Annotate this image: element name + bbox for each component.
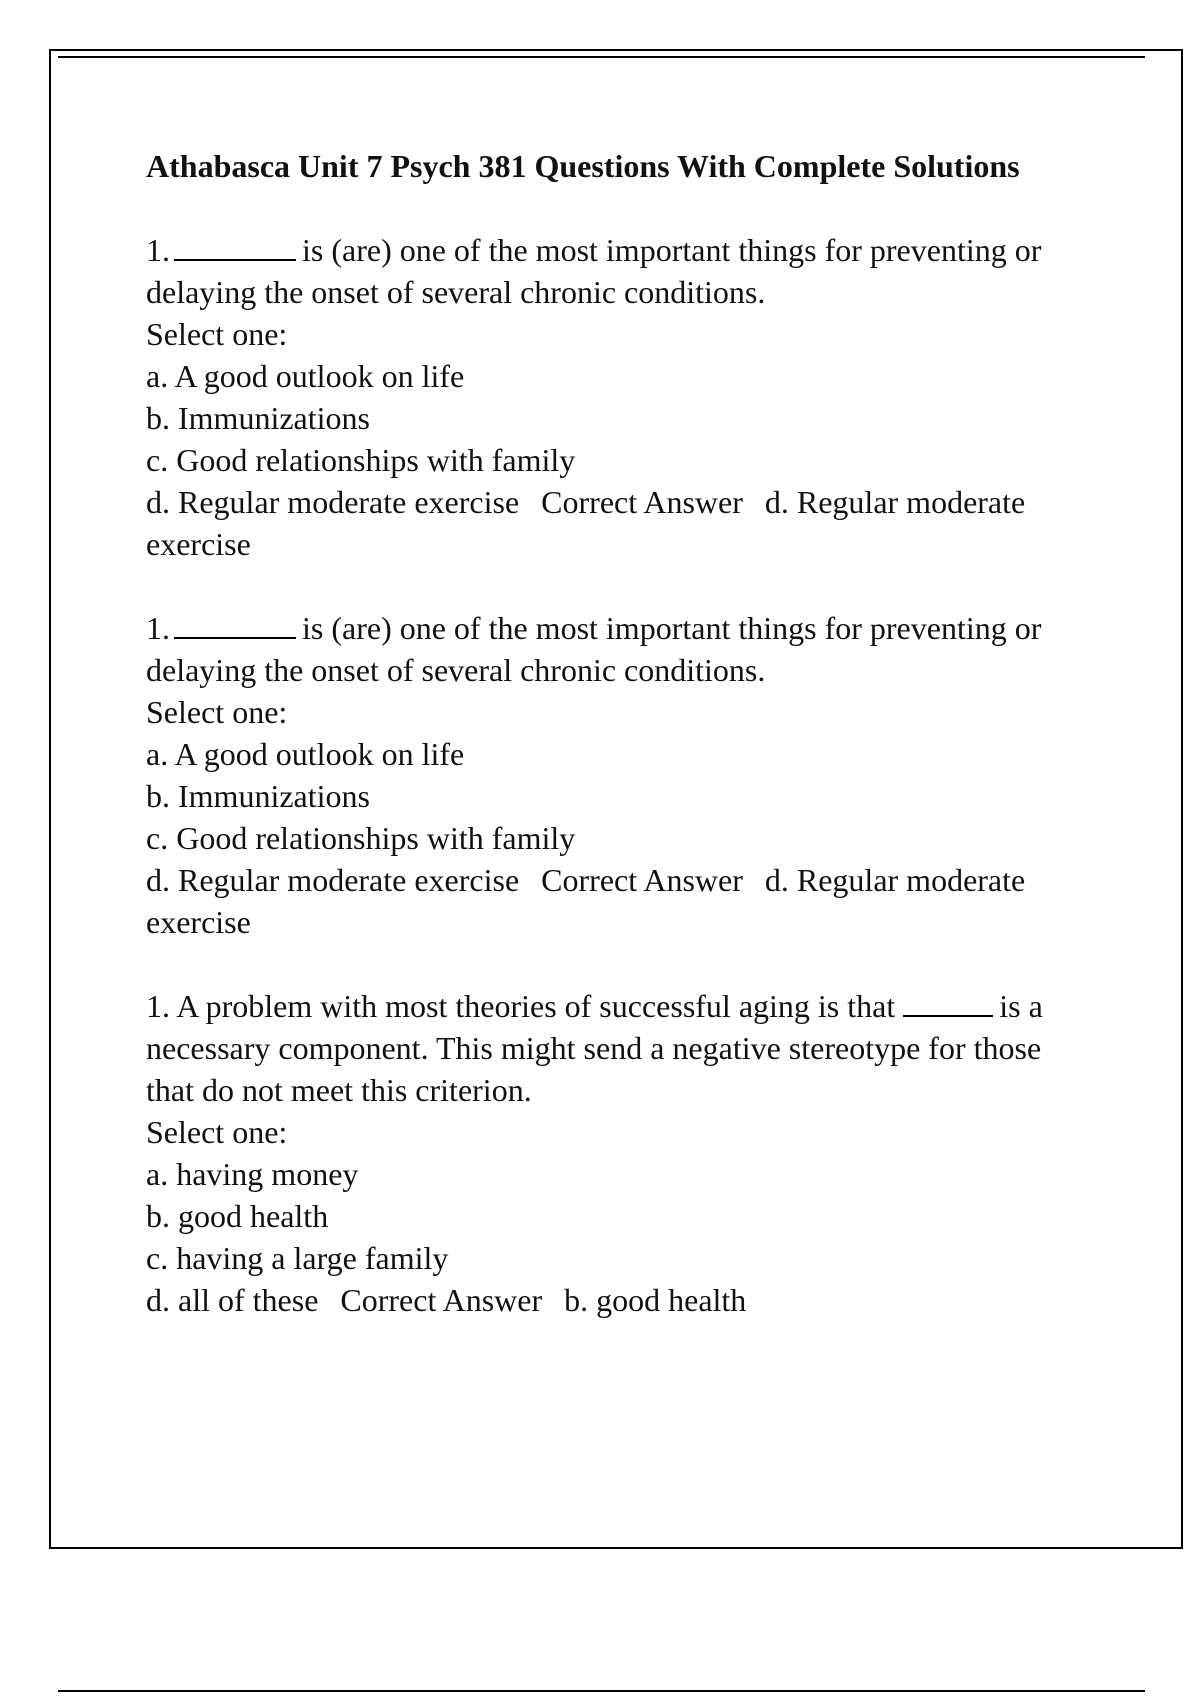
select-prompt: Select one: xyxy=(146,316,288,352)
fill-in-blank xyxy=(174,229,296,261)
option-a: a. A good outlook on life xyxy=(146,736,465,772)
option-c: c. having a large family xyxy=(146,1240,449,1276)
fill-in-blank xyxy=(903,985,993,1017)
question-stem: is a necessary component. This might send a negative stereotype for those that do not meet this criterion. xyxy=(146,988,1043,1108)
bottom-rule xyxy=(58,1690,1145,1692)
option-d-with-answer xyxy=(146,481,1076,565)
document-body xyxy=(146,145,1076,1321)
question-block xyxy=(146,607,1076,943)
question-block xyxy=(146,229,1076,565)
select-prompt: Select one: xyxy=(146,694,288,730)
option-d-with-answer xyxy=(146,1279,1076,1321)
option-b: b. good health xyxy=(146,1198,329,1234)
select-prompt: Select one: xyxy=(146,1114,288,1150)
question-stem: is (are) one of the most important things for preventing or delaying the onset of several chronic conditions. xyxy=(146,610,1042,688)
question-number: 1. xyxy=(146,610,170,646)
top-rule xyxy=(58,56,1145,58)
correct-answer-label: Correct Answer xyxy=(541,862,743,898)
option-d: d. Regular moderate exercise xyxy=(146,862,520,898)
option-d: d. Regular moderate exercise xyxy=(146,484,520,520)
option-b: b. Immunizations xyxy=(146,778,370,814)
question-block xyxy=(146,985,1076,1321)
option-a: a. A good outlook on life xyxy=(146,358,465,394)
option-d-with-answer xyxy=(146,859,1076,943)
document-title: Athabasca Unit 7 Psych 381 Questions With Complete Solutions xyxy=(146,148,1020,184)
question-number: 1. xyxy=(146,988,170,1024)
option-c: c. Good relationships with family xyxy=(146,820,576,856)
option-c: c. Good relationships with family xyxy=(146,442,576,478)
correct-answer-label: Correct Answer xyxy=(340,1282,543,1318)
correct-answer-value: b. good health xyxy=(564,1282,747,1318)
option-d: d. all of these xyxy=(146,1282,319,1318)
question-stem: is (are) one of the most important things for preventing or delaying the onset of several chronic conditions. xyxy=(146,232,1042,310)
question-stem-before-blank: A problem with most theories of successful aging is that xyxy=(176,988,896,1024)
question-number: 1. xyxy=(146,232,170,268)
option-a: a. having money xyxy=(146,1156,359,1192)
correct-answer-value: d. Regular moderate exercise xyxy=(146,484,1026,562)
fill-in-blank xyxy=(174,607,296,639)
correct-answer-label: Correct Answer xyxy=(541,484,743,520)
option-b: b. Immunizations xyxy=(146,400,370,436)
correct-answer-value: d. Regular moderate exercise xyxy=(146,862,1026,940)
